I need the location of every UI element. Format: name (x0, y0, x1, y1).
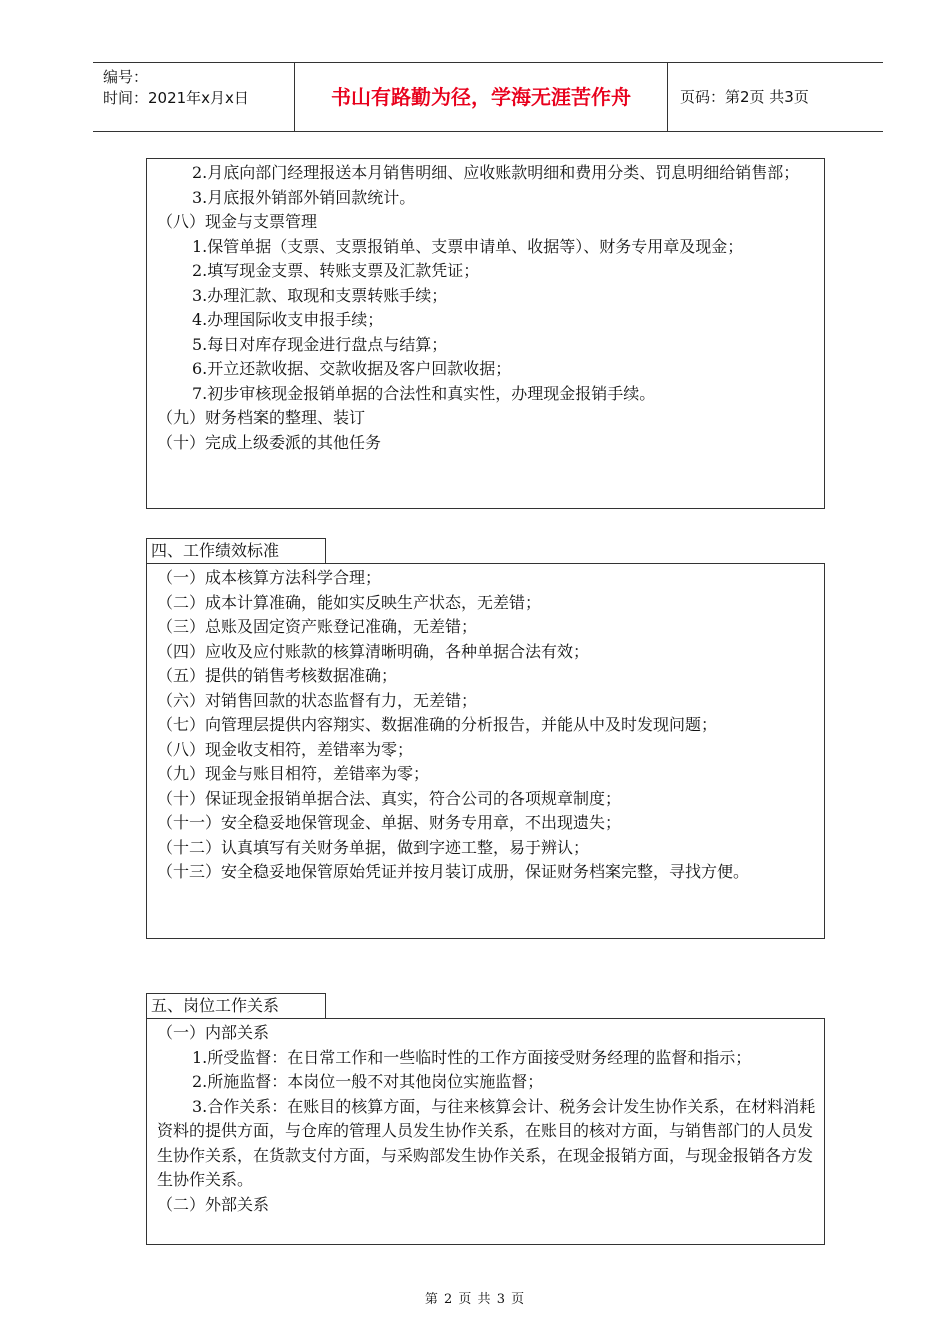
performance-line: （一）成本核算方法科学合理； (157, 568, 382, 587)
performance-line: （十）保证现金报销单据合法、真实，符合公司的各项规章制度； (157, 788, 622, 808)
duties-box (146, 158, 825, 509)
time-label: 时间：2021年x月x日 (103, 89, 249, 107)
header-page-info: 页码：第2页 共3页 (680, 88, 809, 106)
duty-line: 5.每日对库存现金进行盘点与结算； (192, 334, 448, 354)
performance-line: （十二）认真填写有关财务单据，做到字迹工整，易于辨认； (157, 837, 590, 857)
duty-line: 4.办理国际收支申报手续； (192, 310, 384, 329)
section4-title: 四、工作绩效标准 (146, 538, 326, 563)
serial-label: 编号： (103, 68, 149, 86)
relations-line: 1.所受监督：在日常工作和一些临时性的工作方面接受财务经理的监督和指示； (192, 1047, 752, 1067)
performance-box (146, 563, 825, 939)
header-meta (93, 63, 295, 131)
relations-subheading: （一）内部关系 (157, 1023, 270, 1042)
duty-line: 2.月底向部门经理报送本月销售明细、应收账款明细和费用分类、罚息明细给销售部； (192, 163, 800, 182)
relations-line: 2.所施监督：本岗位一般不对其他岗位实施监督； (192, 1072, 544, 1091)
performance-line: （七）向管理层提供内容翔实、数据准确的分析报告，并能从中及时发现问题； (157, 715, 718, 734)
performance-line: （五）提供的销售考核数据准确； (157, 666, 398, 685)
performance-line: （九）现金与账目相符，差错率为零； (157, 764, 430, 783)
performance-line: （三）总账及固定资产账登记准确，无差错； (157, 617, 478, 636)
duty-line: 3.办理汇款、取现和支票转账手续； (192, 285, 448, 305)
page-header (93, 62, 883, 132)
duty-subheading: （九）财务档案的整理、装订 (157, 408, 366, 427)
duty-line: 3.月底报外销部外销回款统计。 (192, 187, 416, 207)
performance-line: （四）应收及应付账款的核算清晰明确，各种单据合法有效； (157, 641, 590, 661)
performance-line: （十三）安全稳妥地保管原始凭证并按月装订成册，保证财务档案完整，寻找方便。 (157, 862, 750, 881)
performance-line: （八）现金收支相符，差错率为零； (157, 739, 414, 759)
header-motto: 书山有路勤为径，学海无涯苦作舟 (295, 63, 668, 131)
performance-line: （二）成本计算准确，能如实反映生产状态，无差错； (157, 592, 542, 612)
duty-line: 1.保管单据（支票、支票报销单、支票申请单、收据等）、财务专用章及现金； (192, 236, 744, 256)
duty-line: 6.开立还款收据、交款收据及客户回款收据； (192, 359, 512, 378)
performance-line: （六）对销售回款的状态监督有力，无差错； (157, 690, 478, 710)
relations-line: 3.合作关系：在账目的核算方面，与往来核算会计、税务会计发生协作关系，在材料消耗资料的提供方面，与仓库的管理人员发生协作关系，在账目的核对方面，与销售部门的人员发生协作关系，在货款支付方面，与采购部发生协作关系，在现金报销方面，与现金报销各方发生协作关系。 (157, 1096, 816, 1189)
duty-line: 2.填写现金支票、转账支票及汇款凭证； (192, 261, 480, 280)
duty-subheading: （十）完成上级委派的其他任务 (157, 432, 382, 452)
relations-box (146, 1018, 825, 1245)
duty-subheading: （八）现金与支票管理 (157, 212, 318, 231)
performance-line: （十一）安全稳妥地保管现金、单据、财务专用章，不出现遗失； (157, 813, 622, 832)
duty-line: 7.初步审核现金报销单据的合法性和真实性，办理现金报销手续。 (192, 383, 656, 403)
relations-subheading: （二）外部关系 (157, 1194, 270, 1214)
section5-title: 五、岗位工作关系 (146, 993, 326, 1018)
page-footer: 第 2 页 共 3 页 (424, 1292, 526, 1307)
